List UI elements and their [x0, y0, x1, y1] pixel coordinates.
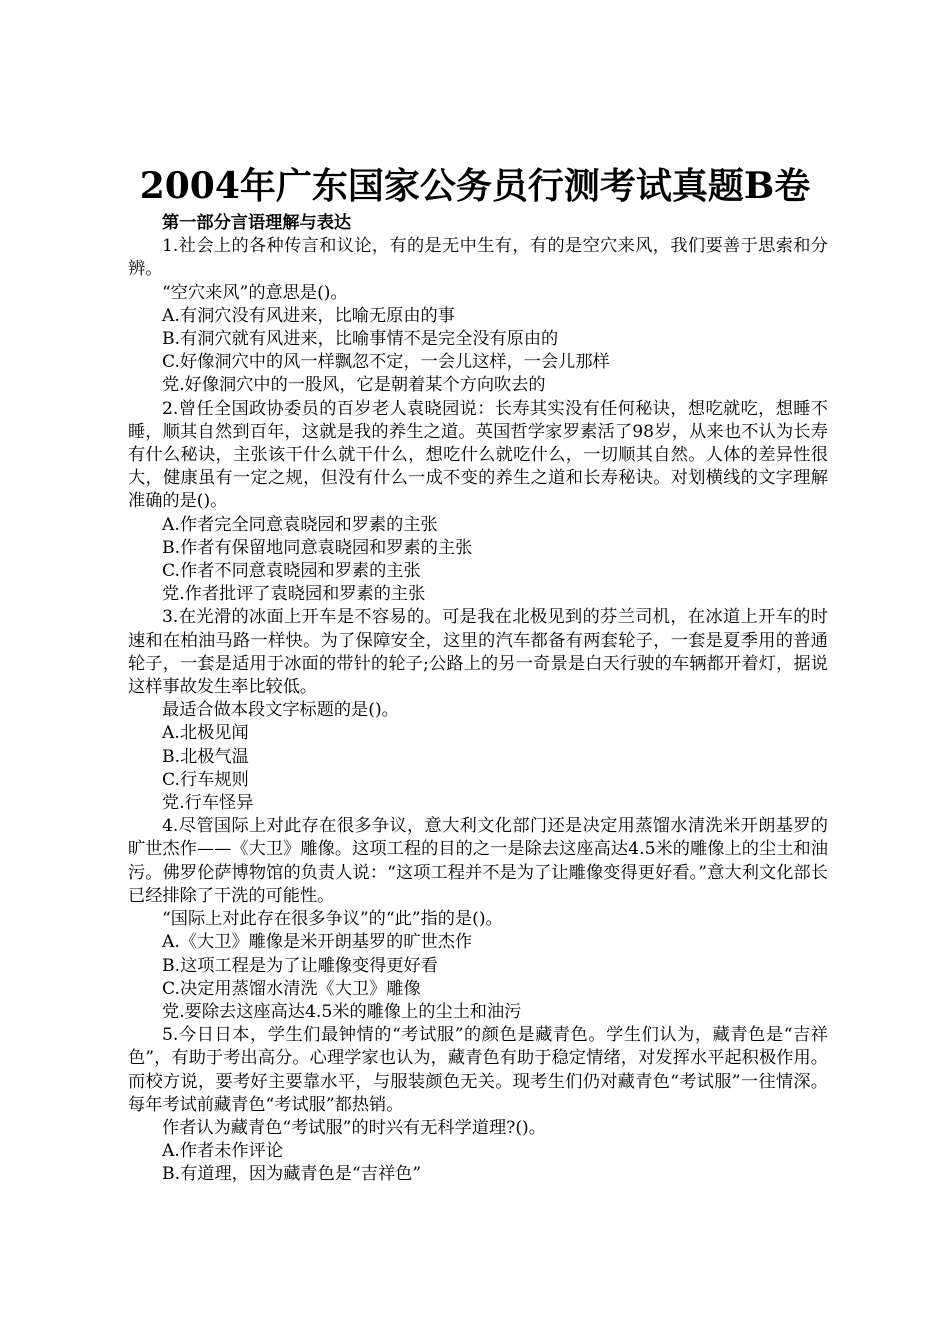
option-c: C.行车规则: [162, 769, 249, 790]
option-c: C.好像洞穴中的风一样飘忽不定，一会儿这样，一会儿那样: [162, 352, 610, 373]
question-prompt: “空穴来风”的意思是()。: [162, 282, 348, 303]
question-5: [128, 1024, 828, 1186]
option-d: 党.行车怪异: [162, 793, 254, 814]
document-title: 2004年广东国家公务员行测考试真题B卷: [139, 165, 811, 207]
option-b: B.作者有保留地同意袁晓园和罗素的主张: [162, 537, 473, 558]
option-b: B.有洞穴就有风进来，比喻事情不是完全没有原由的: [162, 329, 559, 350]
option-a: A.作者完全同意袁晓园和罗素的主张: [162, 514, 438, 535]
option-a: A.有洞穴没有风进来，比喻无原由的事: [162, 305, 455, 326]
option-a: A.北极见闻: [162, 723, 249, 744]
option-d: 党.好像洞穴中的一股风，它是朝着某个方向吹去的: [162, 375, 546, 396]
question-prompt: 最适合做本段文字标题的是()。: [162, 700, 399, 721]
question-stem: 5.今日日本，学生们最钟情的“考试服”的颜色是藏青色。学生们认为，藏青色是“吉祥色”，有助于考出高分。心理学家也认为，藏青色有助于稳定情绪，对发挥水平起积极作用。而校方说，要考好主要靠水平，与服装颜色无关。现考生们仍对藏青色“考试服”一往情深。每年考试前藏青色“考试服”都热销。: [128, 1025, 828, 1115]
option-b: B.这项工程是为了让雕像变得更好看: [162, 955, 438, 976]
question-stem: 3.在光滑的冰面上开车是不容易的。可是我在北极见到的芬兰司机，在冰道上开车的时速和在柏油马路一样快。为了保障安全，这里的汽车都备有两套轮子，一套是夏季用的普通轮子，一套是适用于冰面的带针的轮子;公路上的另一奇景是白天行驶的车辆都开着灯，据说这样事故发生率比较低。: [128, 607, 828, 698]
option-c: C.作者不同意袁晓园和罗素的主张: [162, 561, 421, 582]
option-a: A.《大卫》雕像是米开朗基罗的旷世杰作: [162, 932, 473, 953]
option-d: 党.作者批评了袁晓园和罗素的主张: [162, 584, 426, 605]
section-heading: 第一部分言语理解与表达: [162, 213, 352, 233]
question-3: [128, 606, 828, 815]
question-stem: 1.社会上的各种传言和议论，有的是无中生有，有的是空穴来风，我们要善于思索和分辨。: [128, 236, 828, 280]
question-4: [128, 815, 828, 1024]
question-stem: 4.尽管国际上对此存在很多争议，意大利文化部门还是决定用蒸馏水清洗米开朗基罗的旷世杰作——《大卫》雕像。这项工程的目的之一是除去这座高达4.5米的雕像上的尘土和油污。佛罗伦萨博物馆的负责人说：“这项工程并不是为了让雕像变得更好看。”意大利文化部长已经排除了干洗的可能性。: [128, 816, 828, 906]
option-b: B.有道理，因为藏青色是“吉祥色”: [162, 1164, 422, 1185]
option-a: A.作者未作评论: [162, 1141, 284, 1162]
option-c: C.决定用蒸馏水清洗《大卫》雕像: [162, 978, 421, 999]
option-b: B.北极气温: [162, 746, 249, 767]
question-prompt: “国际上对此存在很多争议”的“此”指的是()。: [162, 909, 503, 930]
question-1: [128, 235, 828, 397]
question-prompt: 作者认为藏青色“考试服”的时兴有无科学道理?()。: [162, 1117, 546, 1138]
option-d: 党.要除去这座高达4.5米的雕像上的尘土和油污: [162, 1001, 522, 1022]
question-2: [128, 398, 828, 607]
document-body: [128, 212, 828, 1187]
question-stem: 2.曾任全国政协委员的百岁老人袁晓园说：长寿其实没有任何秘诀，想吃就吃，想睡不睡，顺其自然到百年，这就是我的养生之道。英国哲学家罗素活了98岁，从来也不认为长寿有什么秘诀，主张该干什么就干什么，想吃什么就吃什么，一切顺其自然。人体的差异性很大，健康虽有一定之规，但没有什么一成不变的养生之道和长寿秘诀。对划横线的文字理解准确的是()。: [128, 398, 828, 512]
